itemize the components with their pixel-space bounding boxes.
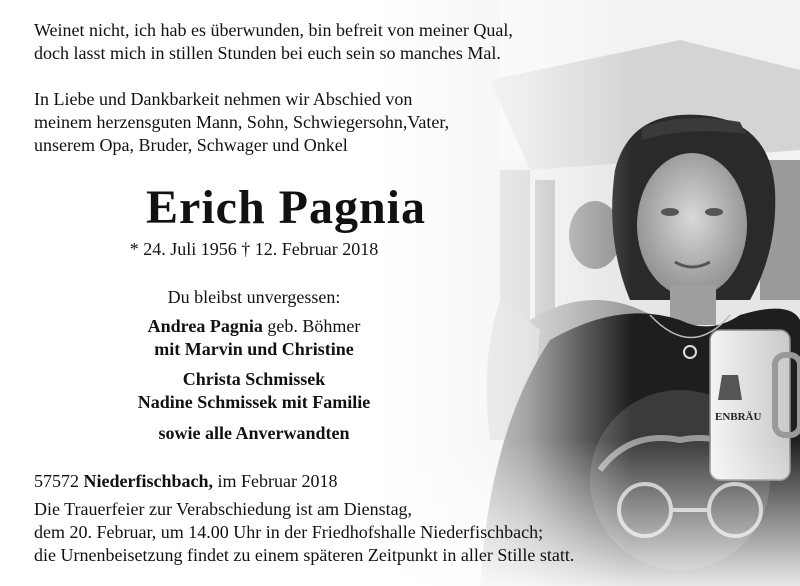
intro-line-2: meinem herzensguten Mann, Sohn, Schwiegersohn,Vater, [34,112,450,132]
mourner-line-5: sowie alle Anverwandten [158,423,350,443]
postal-code: 57572 [34,471,84,491]
poem-line-1: Weinet nicht, ich hab es überwunden, bin befreit von meiner Qual, [34,20,513,40]
notice-date: im Februar 2018 [213,471,338,491]
place-date-line [34,470,337,492]
intro-line-1: In Liebe und Dankbarkeit nehmen wir Abschied von [34,89,413,109]
town-name: Niederfischbach, [83,471,213,491]
service-line-3: die Urnenbeisetzung findet zu einem späteren Zeitpunkt in aller Stille statt. [34,545,575,565]
mourner-primary-name: Andrea Pagnia [147,316,263,336]
poem-line-2: doch lasst mich in stillen Stunden bei euch sein so manches Mal. [34,43,501,63]
mourner-line-3: Christa Schmissek [182,369,326,389]
mourner-maiden-name: geb. Böhmer [262,316,361,336]
service-line-2: dem 20. Februar, um 14.00 Uhr in der Friedhofshalle Niederfischbach; [34,522,544,542]
intro-line-3: unserem Opa, Bruder, Schwager und Onkel [34,135,348,155]
mourner-line-4: Nadine Schmissek mit Familie [137,392,371,412]
deceased-name: Erich Pagnia [146,181,427,234]
service-line-1: Die Trauerfeier zur Verabschiedung ist am Dienstag, [34,499,413,519]
mourner-line-1 [34,315,474,337]
life-dates: * 24. Juli 1956 † 12. Februar 2018 [129,239,379,259]
mourners-heading: Du bleibst unvergessen: [167,287,341,307]
mourner-line-2: mit Marvin und Christine [154,339,354,359]
